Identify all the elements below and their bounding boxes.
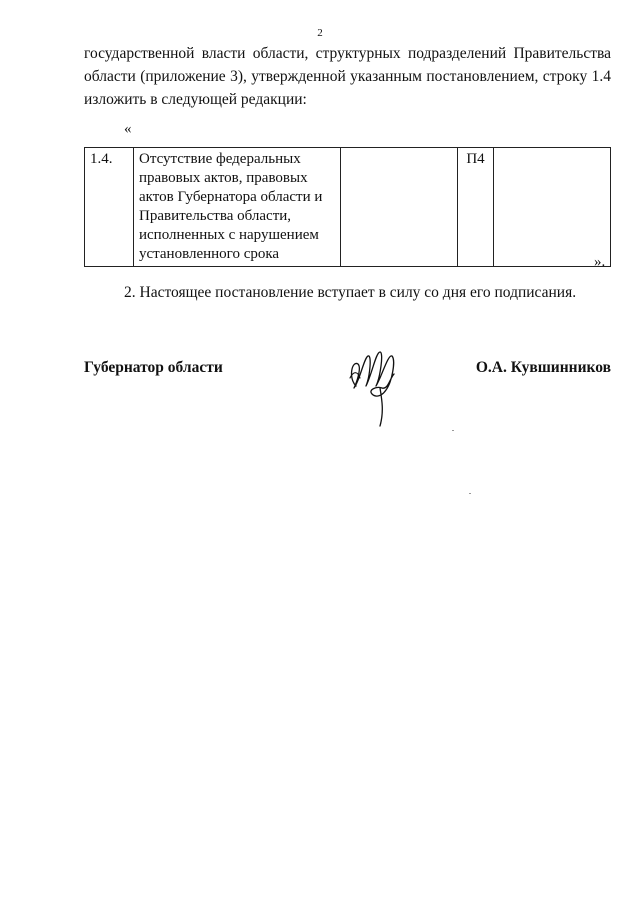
signatory-title: Губернатор области [84, 359, 223, 376]
handwritten-signature [342, 338, 404, 430]
table-row [85, 148, 611, 267]
row-last-cell [494, 148, 611, 267]
closing-quote: ». [594, 254, 606, 270]
scan-speck [469, 493, 471, 494]
row-number-cell: 1.4. [85, 148, 134, 267]
page-number: 2 [317, 27, 323, 39]
row-empty-cell [341, 148, 458, 267]
scan-speck [452, 430, 454, 431]
opening-quote: « [124, 121, 132, 137]
row-indicator-text-cell: Отсутствие федеральных правовых актов, правовых актов Губернатора области и Правительства области, исполненных с нарушением установленного срока [134, 148, 341, 267]
paragraph-amendment-intro: государственной власти области, структурных подразделений Правительства области (приложение 3), утвержденной указанным постановлением, строку 1.4 изложить в следующей редакции: [84, 45, 611, 108]
amendment-table [84, 147, 611, 267]
signatory-name: О.А. Кувшинников [475, 359, 611, 376]
row-code-cell: П4 [458, 148, 494, 267]
paragraph-effective-date: 2. Настоящее постановление вступает в силу со дня его подписания. [124, 284, 577, 301]
